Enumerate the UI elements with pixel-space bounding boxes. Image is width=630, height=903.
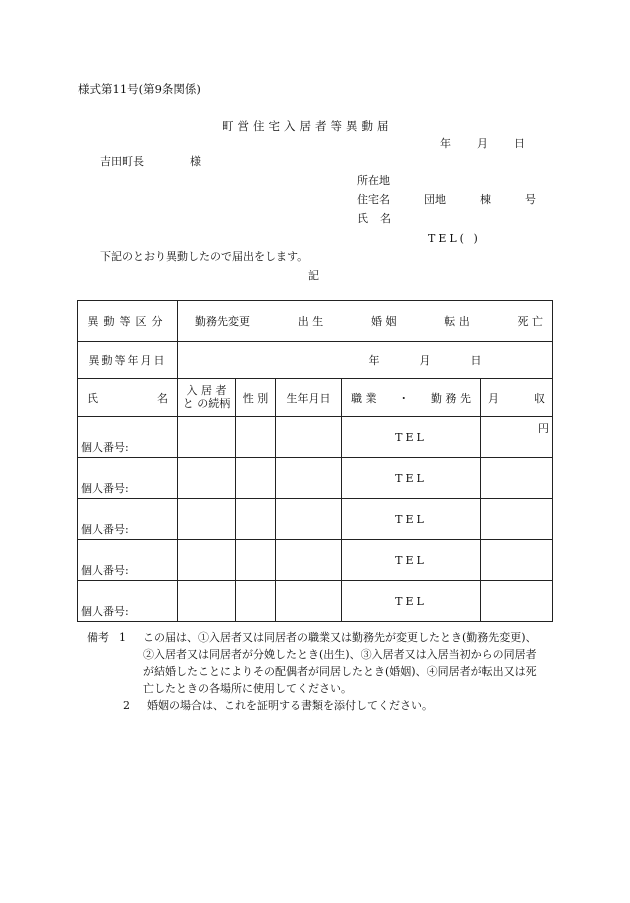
date-day-label: 日 — [514, 137, 525, 150]
header-row — [78, 379, 553, 417]
table-row — [78, 417, 553, 458]
income-cell[interactable] — [481, 499, 553, 540]
relation-cell[interactable] — [178, 581, 236, 622]
header-birthdate: 生年月日 — [276, 379, 342, 417]
income-cell[interactable] — [481, 458, 553, 499]
notes — [87, 629, 567, 714]
date-month-label: 月 — [477, 137, 488, 150]
kojin-bango-cell[interactable]: 個人番号: — [78, 499, 178, 540]
kubun-option-shibou[interactable]: 死 亡 — [517, 315, 543, 328]
header-job: 職 業 ・ 勤 務 先 — [342, 379, 481, 417]
relation-cell[interactable] — [178, 417, 236, 458]
document-title: 町営住宅入居者等異動届 — [222, 119, 393, 133]
job-tel-cell[interactable]: TEL — [342, 458, 481, 499]
date-unit-month: 月 — [419, 354, 431, 367]
date-row — [78, 342, 553, 379]
form-number: 様式第11号(第9条関係) — [78, 82, 201, 96]
change-notification-table — [77, 300, 553, 622]
income-cell[interactable] — [481, 540, 553, 581]
date-unit-day: 日 — [470, 354, 482, 367]
gender-cell[interactable] — [236, 581, 276, 622]
name-label-2: 名 — [380, 212, 391, 225]
table-row — [78, 458, 553, 499]
applicant-block — [357, 175, 536, 232]
kojin-bango-cell[interactable]: 個人番号: — [78, 458, 178, 499]
header-gender: 性 別 — [236, 379, 276, 417]
note-1-line-3: が結婚したことによりその配偶者が同居したとき(婚姻)、④同居者が転出又は死 — [143, 665, 537, 678]
addressee-name: 吉田町長 — [100, 155, 144, 168]
kubun-option-tenshutsu[interactable]: 転 出 — [444, 315, 470, 328]
name-label-1: 氏 — [357, 212, 368, 225]
note-1-line-2: ②入居者又は同居者が分娩したとき(出生)、③入居者又は入居当初からの同居者 — [143, 648, 537, 661]
yen-unit: 円 — [538, 422, 550, 435]
note-1-line-4: 亡したときの各場所に使用してください。 — [143, 682, 352, 695]
kojin-bango-cell[interactable]: 個人番号: — [78, 540, 178, 581]
date-unit-year: 年 — [368, 354, 380, 367]
birthdate-cell[interactable] — [276, 581, 342, 622]
kubun-option-shussei[interactable]: 出 生 — [297, 315, 324, 328]
table-row — [78, 540, 553, 581]
submission-date — [440, 138, 525, 149]
tou-label: 棟 — [480, 193, 491, 206]
date-label: 異動等年月日 — [78, 342, 178, 379]
kubun-row — [78, 301, 553, 342]
income-cell[interactable] — [481, 581, 553, 622]
note-2-number: 2 — [123, 699, 130, 712]
gender-cell[interactable] — [236, 417, 276, 458]
gender-cell[interactable] — [236, 540, 276, 581]
addressee — [100, 156, 201, 167]
header-name: 氏 名 — [78, 379, 178, 417]
income-cell[interactable] — [481, 417, 553, 458]
applicant-tel: TEL( ) — [428, 232, 481, 245]
kubun-label: 異動等区分 — [78, 301, 178, 342]
job-tel-cell[interactable]: TEL — [342, 417, 481, 458]
gender-cell[interactable] — [236, 458, 276, 499]
table-row — [78, 499, 553, 540]
note-1-number: 1 — [119, 631, 126, 644]
birthdate-cell[interactable] — [276, 499, 342, 540]
header-relation: 入 居 者 と の続柄 — [178, 379, 236, 417]
birthdate-cell[interactable] — [276, 458, 342, 499]
kojin-bango-cell[interactable]: 個人番号: — [78, 581, 178, 622]
kubun-option-kinmusaki[interactable]: 勤務先変更 — [195, 315, 250, 328]
gou-label: 号 — [525, 193, 536, 206]
birthdate-cell[interactable] — [276, 417, 342, 458]
kojin-bango-cell[interactable]: 個人番号: — [78, 417, 178, 458]
date-field[interactable] — [178, 342, 553, 379]
job-tel-cell[interactable]: TEL — [342, 499, 481, 540]
danchi-label: 団地 — [424, 193, 446, 206]
kubun-options — [178, 301, 553, 342]
gender-cell[interactable] — [236, 499, 276, 540]
intro-text: 下記のとおり異動したので届出をします。 — [100, 250, 309, 263]
note-2-text: 婚姻の場合は、これを証明する書類を添付してください。 — [147, 699, 433, 712]
note-1-line-1: この届は、①入居者又は同居者の職業又は勤務先が変更したとき(勤務先変更)、 — [143, 631, 537, 644]
relation-cell[interactable] — [178, 458, 236, 499]
header-income: 月 収 — [481, 379, 553, 417]
table-row — [78, 581, 553, 622]
ki-heading: 記 — [308, 269, 319, 282]
relation-cell[interactable] — [178, 499, 236, 540]
kubun-option-konin[interactable]: 婚 姻 — [371, 315, 397, 328]
job-tel-cell[interactable]: TEL — [342, 581, 481, 622]
date-year-label: 年 — [440, 137, 451, 150]
birthdate-cell[interactable] — [276, 540, 342, 581]
job-tel-cell[interactable]: TEL — [342, 540, 481, 581]
honorific: 様 — [190, 155, 201, 168]
address-label: 所在地 — [357, 174, 390, 187]
housing-label: 住宅名 — [357, 193, 390, 206]
relation-cell[interactable] — [178, 540, 236, 581]
notes-label: 備考 — [87, 631, 109, 644]
